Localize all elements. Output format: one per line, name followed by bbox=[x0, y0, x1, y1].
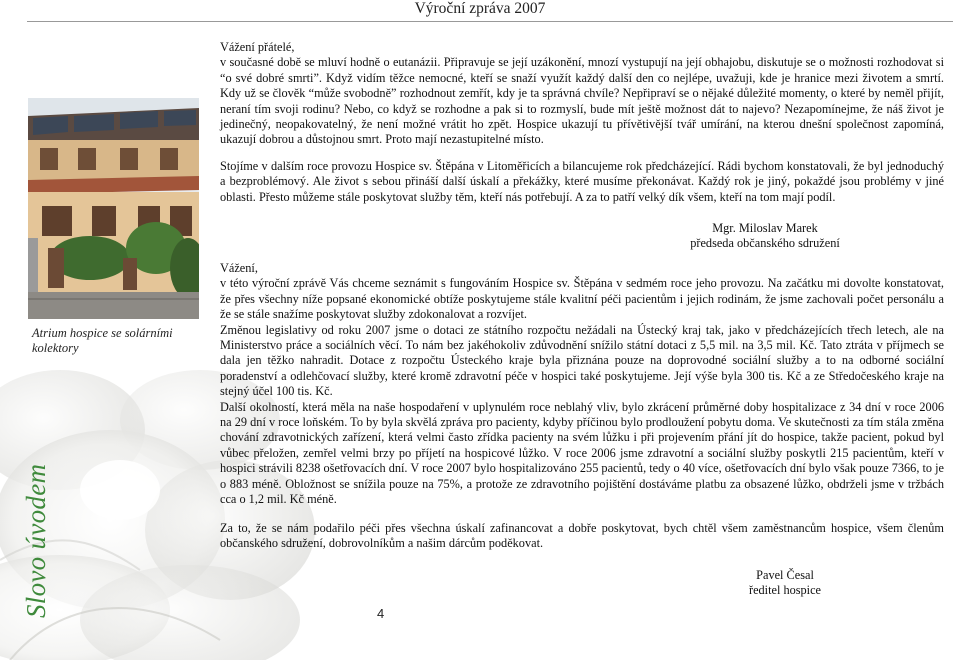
section-1-paragraph: v současné době se mluví hodně o eutanázii. Připravuje se její uzákonění, mnozí vystupují na její obhajobu, diskutuje se o možnosti rozhodovat si “o své dobré smrti”. Když vidím těžce nemocné, kteří se snaží využít každý další den co nejlépe, uvažuji, kde je hranice mezi životem a smrtí. Kdy už se člověk “může svobodně” rozhodnout zemřít, kdy je ta správná chvíle? Nepřipraví se o nějaké důležité momenty, o které by neměl přijít, neraní tím svoji rodinu? Nebo, co když se rozhodne a pak si to rozmyslí, bude mít ještě možnost dát to najevo? Nezapomínejme, že náš život je jedinečný, neopakovatelný, že není možné vrátit ho zpět. Hospice ukazují tu přívětivější tvář umírání, na kterou dnešní společnost zapomíná, ukazují dobrou a důstojnou smrt. Proto mají nezastupitelné místo. bbox=[220, 55, 944, 147]
section-3-intro: v této výroční zprávě Vás chceme seznámit s fungováním Hospice sv. Štěpána v sedmém roce jeho provozu. Na začátku mi dovolte konstatovat, že přes všechny níže popsané ekonomické obtíže poskytujeme stále kvalitní péči pacientům i jejich rodinám, že jsme zachovali počet personálu a že se stále snažíme poskytovat služby zdokonalovat a rozvíjet. bbox=[220, 276, 944, 322]
signature-name: Pavel Česal bbox=[756, 568, 814, 582]
page-number: 4 bbox=[377, 606, 385, 621]
section-3-text bbox=[220, 261, 944, 508]
signature-block-director bbox=[690, 568, 880, 599]
section-vertical-title: Slovo úvodem bbox=[21, 463, 51, 618]
section-1-greeting: Vážení přátelé, bbox=[220, 40, 295, 54]
signature-block-chairman bbox=[650, 221, 880, 252]
hospice-atrium-photo bbox=[28, 98, 199, 319]
section-3-greeting: Vážení, bbox=[220, 261, 258, 275]
closing-paragraph: Za to, že se nám podařilo péči přes všechna úskalí zafinancovat a dobře poskytovat, bych chtěl všem zaměstnancům hospice, všem členům občanského sdružení, dobrovolníkům a našim dárcům poděkovat. bbox=[220, 521, 944, 551]
photo-caption: Atrium hospice se solárními kolektory bbox=[32, 326, 173, 355]
section-2-paragraph: Stojíme v dalším roce provozu Hospice sv. Štěpána v Litoměřicích a bilancujeme rok předcházející. Rádi bychom konstatovali, že byl jednoduchý a bezproblémový. Ale život s sebou přináší další úskalí a překážky, které musíme překonávat. Každý rok je jiný, pokaždé jsou problémy v jiné oblasti. Přesto můžeme stále poskytovat služby těm, kteří nás potřebují. A za to patří velký dík všem, kteří na tom mají podíl. bbox=[220, 159, 944, 204]
section-1-text bbox=[220, 40, 944, 148]
section-3-paragraph-2: Změnou legislativy od roku 2007 jsme o dotaci ze státního rozpočtu nežádali na Ústecký kraj tak, jako v předcházejících třech letech, ale na Ministerstvo práce a sociálních věcí. To nám bez jakéhokoliv zdůvodnění snížilo státní dotaci z 5,5 mil. na 3,5 mil. Kč. Tato ztráta v příjmech se dala jen těžko nahradit. Dotace z rozpočtu Ústeckého kraje byla přiznána pouze na doprovodné sociální služby a to na odborné sociální poradenství a odlehčovací služby, které kromě zdravotní péče v hospici také poskytujeme. Její výše byla 300 tis. Kč a ze Středočeského kraje na stejný účel 100 tis. Kč. bbox=[220, 322, 944, 399]
section-2-text bbox=[220, 159, 944, 205]
header-title: Výroční zpráva 2007 bbox=[414, 0, 546, 17]
section-3-closing bbox=[220, 521, 944, 552]
section-3-paragraph-3: Další okolností, která měla na naše hospodaření v uplynulém roce neblahý vliv, bylo zkrácení průměrné doby hospitalizace z 34 dní v roce 2006 na 29 dní v roce loňském. To by byla skvělá zpráva pro pacienty, kdyby příčinou bylo prodloužení pobytu doma. Ve skutečnosti za tím stála změna chování zdravotnických zařízení, která velmi často zřídka pacienty na svém lůžku i při projevením přání jít do hospice, takže pacient, pokud byl vůbec přeložen, zemřel velmi brzy po příjetí na hospicové lůžko. V roce 2006 jsme zdravotní a sociální služby poskytli 215 pacientům, kteří v hospici strávili 8238 ošetřovacích dní. V roce 2007 bylo hospitalizováno 255 pacientů, tedy o 40 více, ošetřovacích dní bylo však pouze 7366, to je o 883 méně. Obložnost se snížila pouze na 75%, a protože ze zdravotního pojištění dostáváme platbu za obsazené lůžko, obdrželi jsme v tržbách cca o 1,2 mil. Kč méně. bbox=[220, 399, 944, 507]
header-rule bbox=[27, 21, 953, 22]
signature-role: předseda občanského sdružení bbox=[690, 236, 840, 251]
signature-name: Mgr. Miloslav Marek bbox=[712, 221, 818, 235]
signature-role: ředitel hospice bbox=[748, 583, 822, 598]
